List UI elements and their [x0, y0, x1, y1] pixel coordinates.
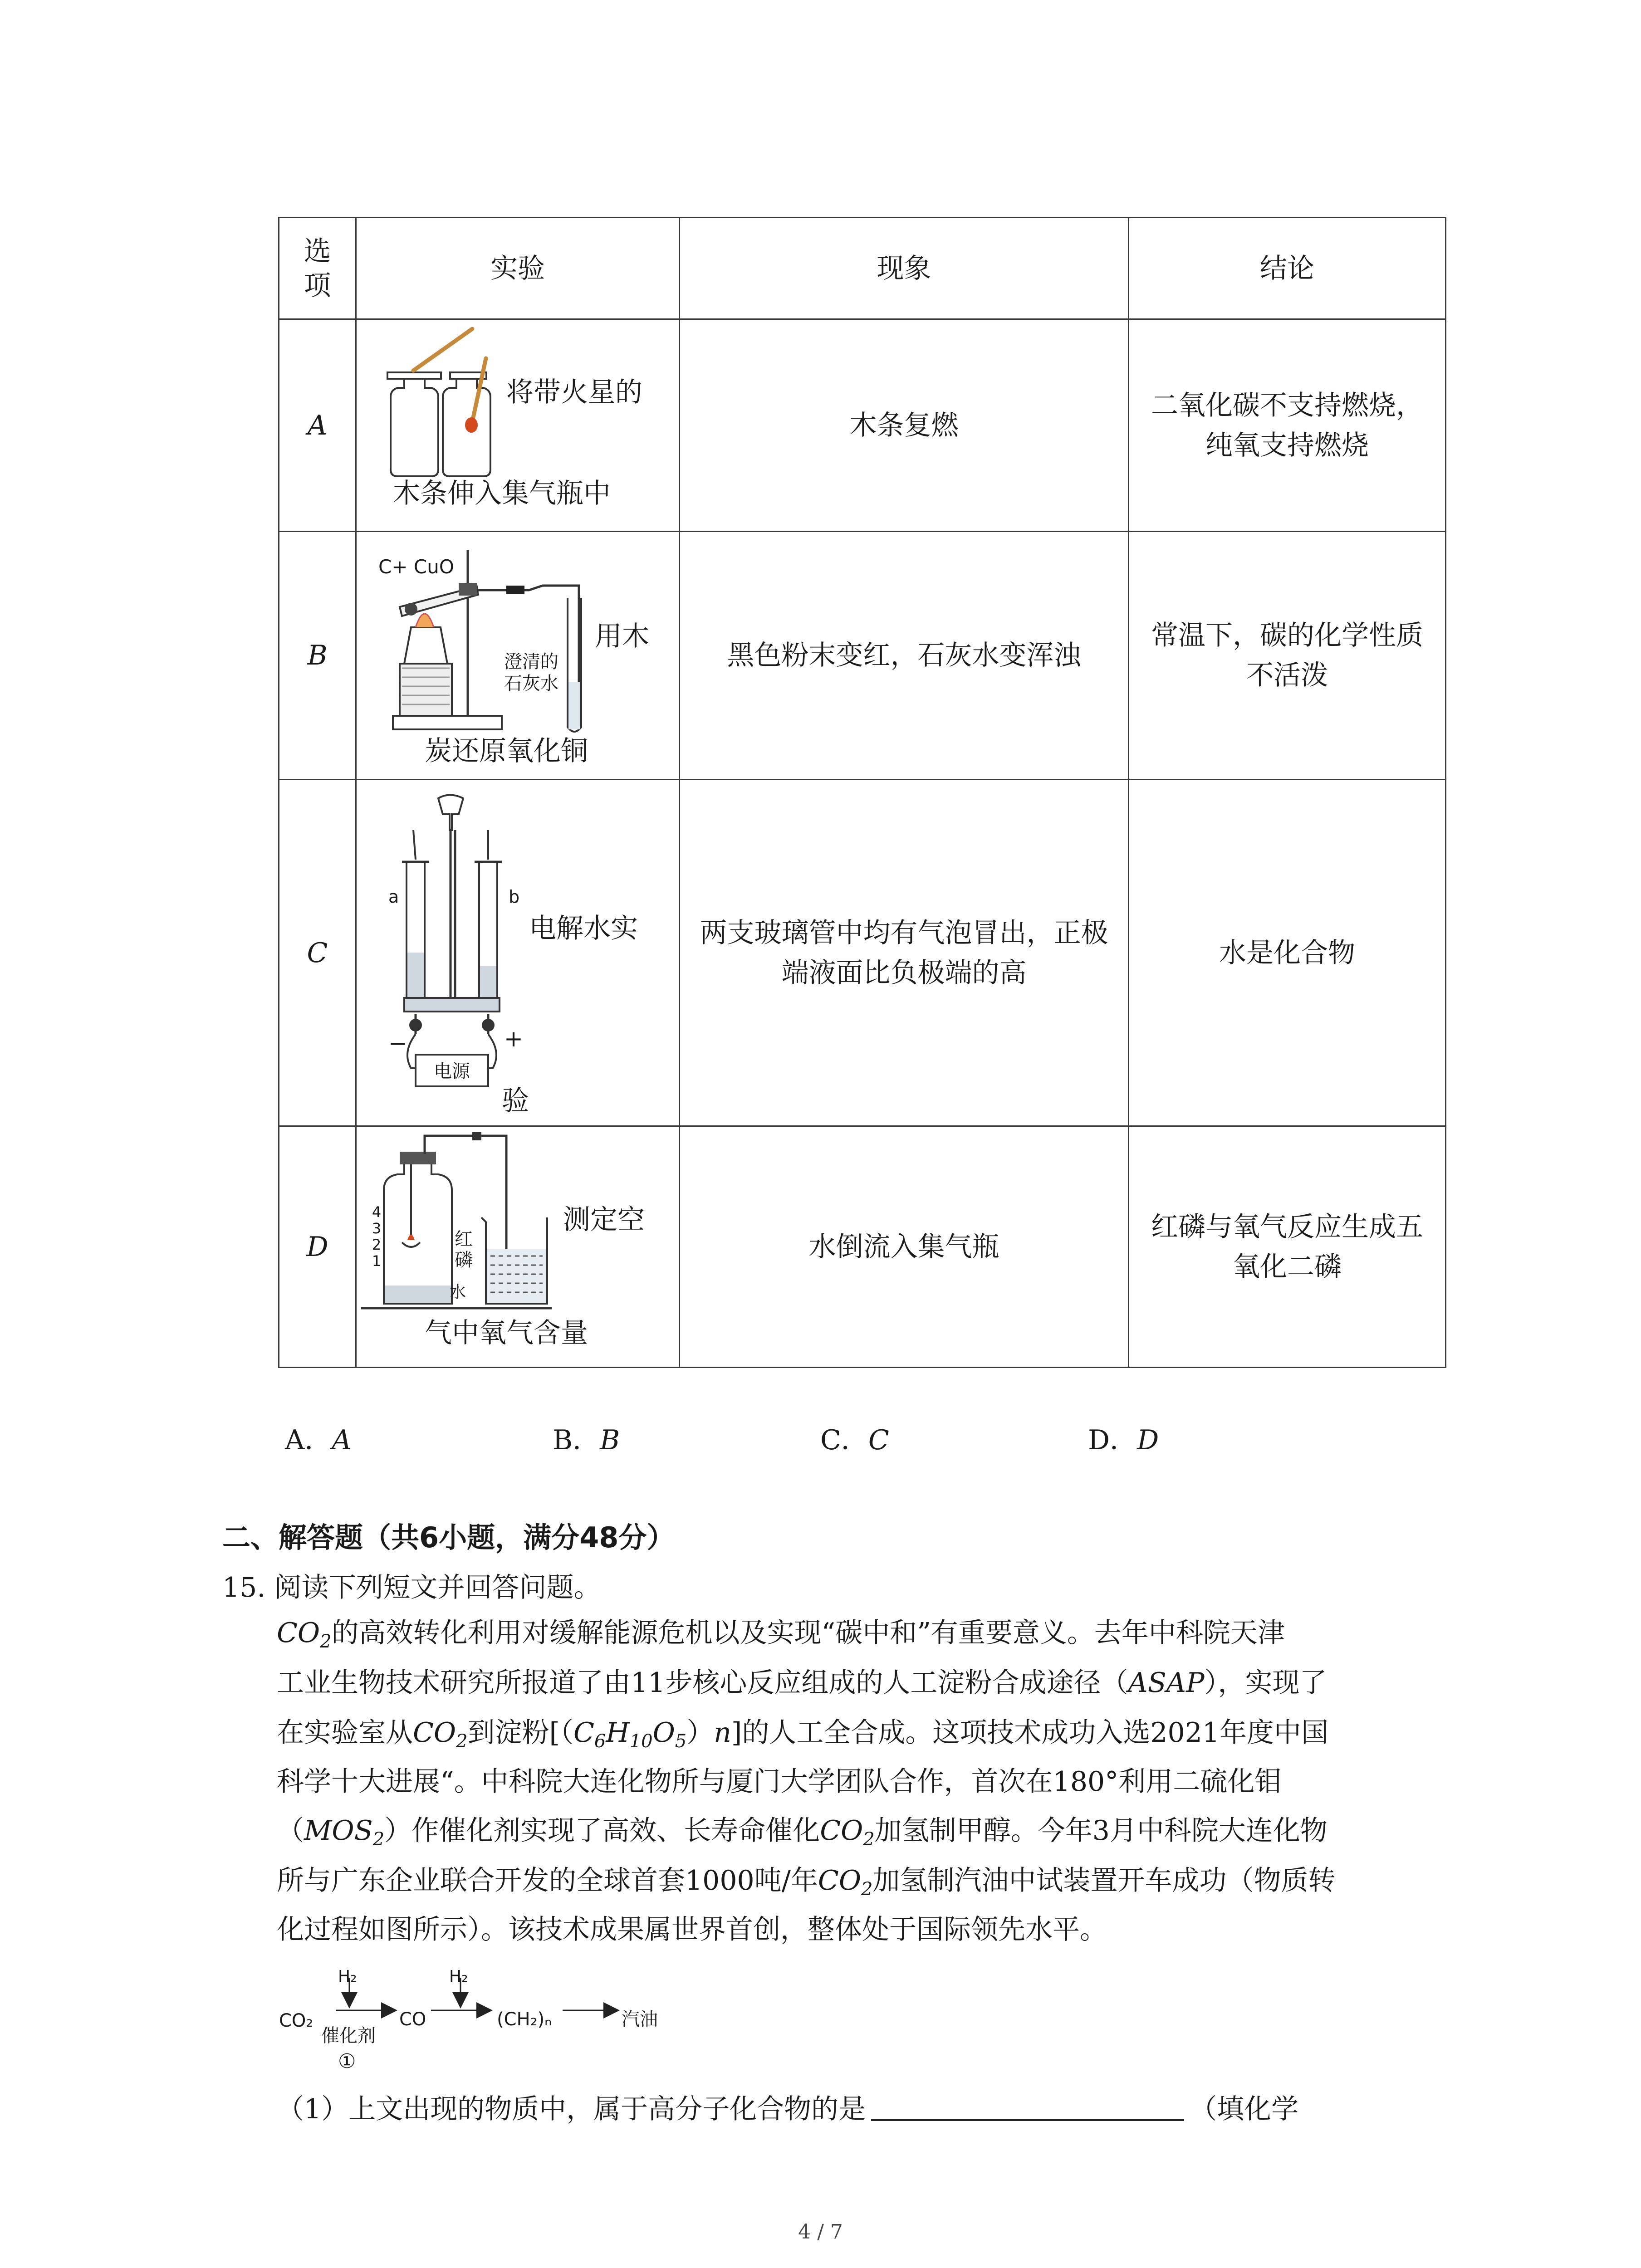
positive-label: + — [504, 1026, 523, 1052]
choice-a[interactable]: A．A — [285, 1424, 352, 1456]
negative-label: − — [388, 1030, 407, 1056]
choice-d[interactable]: D．D — [1088, 1424, 1159, 1456]
flow-h2-second: H₂ — [449, 1967, 468, 1986]
answer-blank[interactable] — [871, 2092, 1184, 2121]
flow-catalyst: 催化剂 — [321, 2025, 376, 2046]
limewater-label-1: 澄清的 — [504, 651, 558, 672]
row-option: D — [279, 1126, 356, 1368]
table-row — [279, 319, 1446, 532]
sub-question-1: （1）上文出现的物质中，属于高分子化合物的是 （填化学 — [277, 2091, 1298, 2127]
choice-b[interactable]: B．B — [553, 1424, 620, 1456]
experiment-cell — [356, 780, 680, 1126]
page-number: 4 / 7 — [798, 2220, 843, 2244]
experiment-label-right: 电解水实 — [529, 913, 638, 944]
flow-co: CO — [399, 2009, 426, 2030]
header-conclusion: 结论 — [1129, 218, 1446, 319]
row-option: A — [279, 319, 356, 532]
row-option: B — [279, 532, 356, 780]
conclusion-cell: 常温下，碳的化学性质不活泼 — [1129, 532, 1446, 780]
experiment-label-right: 用木 — [595, 621, 649, 652]
flow-co2: CO₂ — [279, 2010, 314, 2031]
power-source-label: 电源 — [434, 1061, 470, 1082]
question-text: 阅读下列短文并回答问题。 — [274, 1572, 601, 1603]
section-title: 二、解答题（共6小题，满分48分） — [222, 1521, 675, 1554]
header-option: 选 项 — [279, 218, 356, 319]
experiment-label-right: 测定空 — [563, 1204, 645, 1236]
phenomenon-cell: 两支玻璃管中均有气泡冒出，正极端液面比负极端的高 — [680, 780, 1129, 1126]
table-row — [279, 532, 1446, 780]
phenomenon-cell: 木条复燃 — [680, 319, 1129, 532]
electrolysis-apparatus — [357, 780, 680, 1127]
flow-gasoline: 汽油 — [622, 2009, 658, 2030]
flow-step-marker: ① — [338, 2050, 356, 2073]
experiment-label-bottom: 木条伸入集气瓶中 — [393, 478, 611, 509]
flow-h2-first: H₂ — [338, 1967, 357, 1986]
passage-line: 所与广东企业联合开发的全球首套1000吨/年$CO_2$加氢制汽油中试装置开车成功（物质转 — [277, 1865, 1336, 1900]
experiment-label-bottom: 炭还原氧化铜 — [425, 735, 588, 767]
table-row — [279, 780, 1446, 1126]
limewater-label-2: 石灰水 — [504, 673, 558, 694]
passage-line: 在实验室从$CO_2$到淀粉$[(C_6H_{10}O_5)n]$的人工全合成。这项技术成功入选2021年度中国 — [277, 1717, 1329, 1752]
experiment-label-right: 将带火星的 — [506, 376, 642, 408]
experiment-cell — [356, 532, 680, 780]
table-row — [279, 1126, 1446, 1368]
experiment-cell — [356, 1126, 680, 1368]
passage-line: $CO_2$的高效转化利用对缓解能源危机以及实现“碳中和”有重要意义。去年中科院天津 — [277, 1617, 1285, 1652]
conclusion-cell: 红磷与氧气反应生成五氧化二磷 — [1129, 1126, 1446, 1368]
header-phenomenon: 现象 — [680, 218, 1129, 319]
experiment-label-bottom: 验 — [502, 1085, 529, 1117]
phenomenon-cell: 水倒流入集气瓶 — [680, 1126, 1129, 1368]
question-number: 15. — [222, 1572, 266, 1603]
row-option: C — [279, 780, 356, 1126]
table-header-row — [279, 218, 1446, 319]
experiment-label-bottom: 气中氧气含量 — [425, 1317, 588, 1349]
reagent-label: C+ CuO — [378, 556, 454, 578]
flow-ch2n: (CH₂)ₙ — [497, 2009, 552, 2030]
electrode-a-label: a — [388, 887, 399, 907]
question-prompt — [222, 1569, 601, 1606]
passage-line: 科学十大进展“。中科院大连化物所与厦门大学团队合作，首次在180°利用二硫化钼 — [277, 1766, 1282, 1798]
passage-line: 化过程如图所示）。该技术成果属世界首创，整体处于国际领先水平。 — [277, 1914, 1107, 1945]
water-label: 水 — [450, 1283, 466, 1301]
passage-line: 工业生物技术研究所报道了由11步核心反应组成的人工淀粉合成途径（ASAP），实现了 — [277, 1667, 1327, 1699]
choice-c[interactable]: C．C — [820, 1424, 889, 1456]
scale-marks: 4 3 2 1 — [372, 1203, 382, 1270]
electrode-b-label: b — [509, 887, 520, 907]
conclusion-cell: 水是化合物 — [1129, 780, 1446, 1126]
passage-line: $(MOS_2)$作催化剂实现了高效、长寿命催化$CO_2$加氢制甲醇。今年3月中科院大连化物 — [277, 1815, 1327, 1850]
red-phosphorus-label: 红磷 — [455, 1229, 473, 1271]
conclusion-cell: 二氧化碳不支持燃烧，纯氧支持燃烧 — [1129, 319, 1446, 532]
experiment-table — [278, 217, 1446, 1368]
header-experiment: 实验 — [356, 218, 680, 319]
phenomenon-cell: 黑色粉末变红，石灰水变浑浊 — [680, 532, 1129, 780]
experiment-cell — [356, 319, 680, 532]
